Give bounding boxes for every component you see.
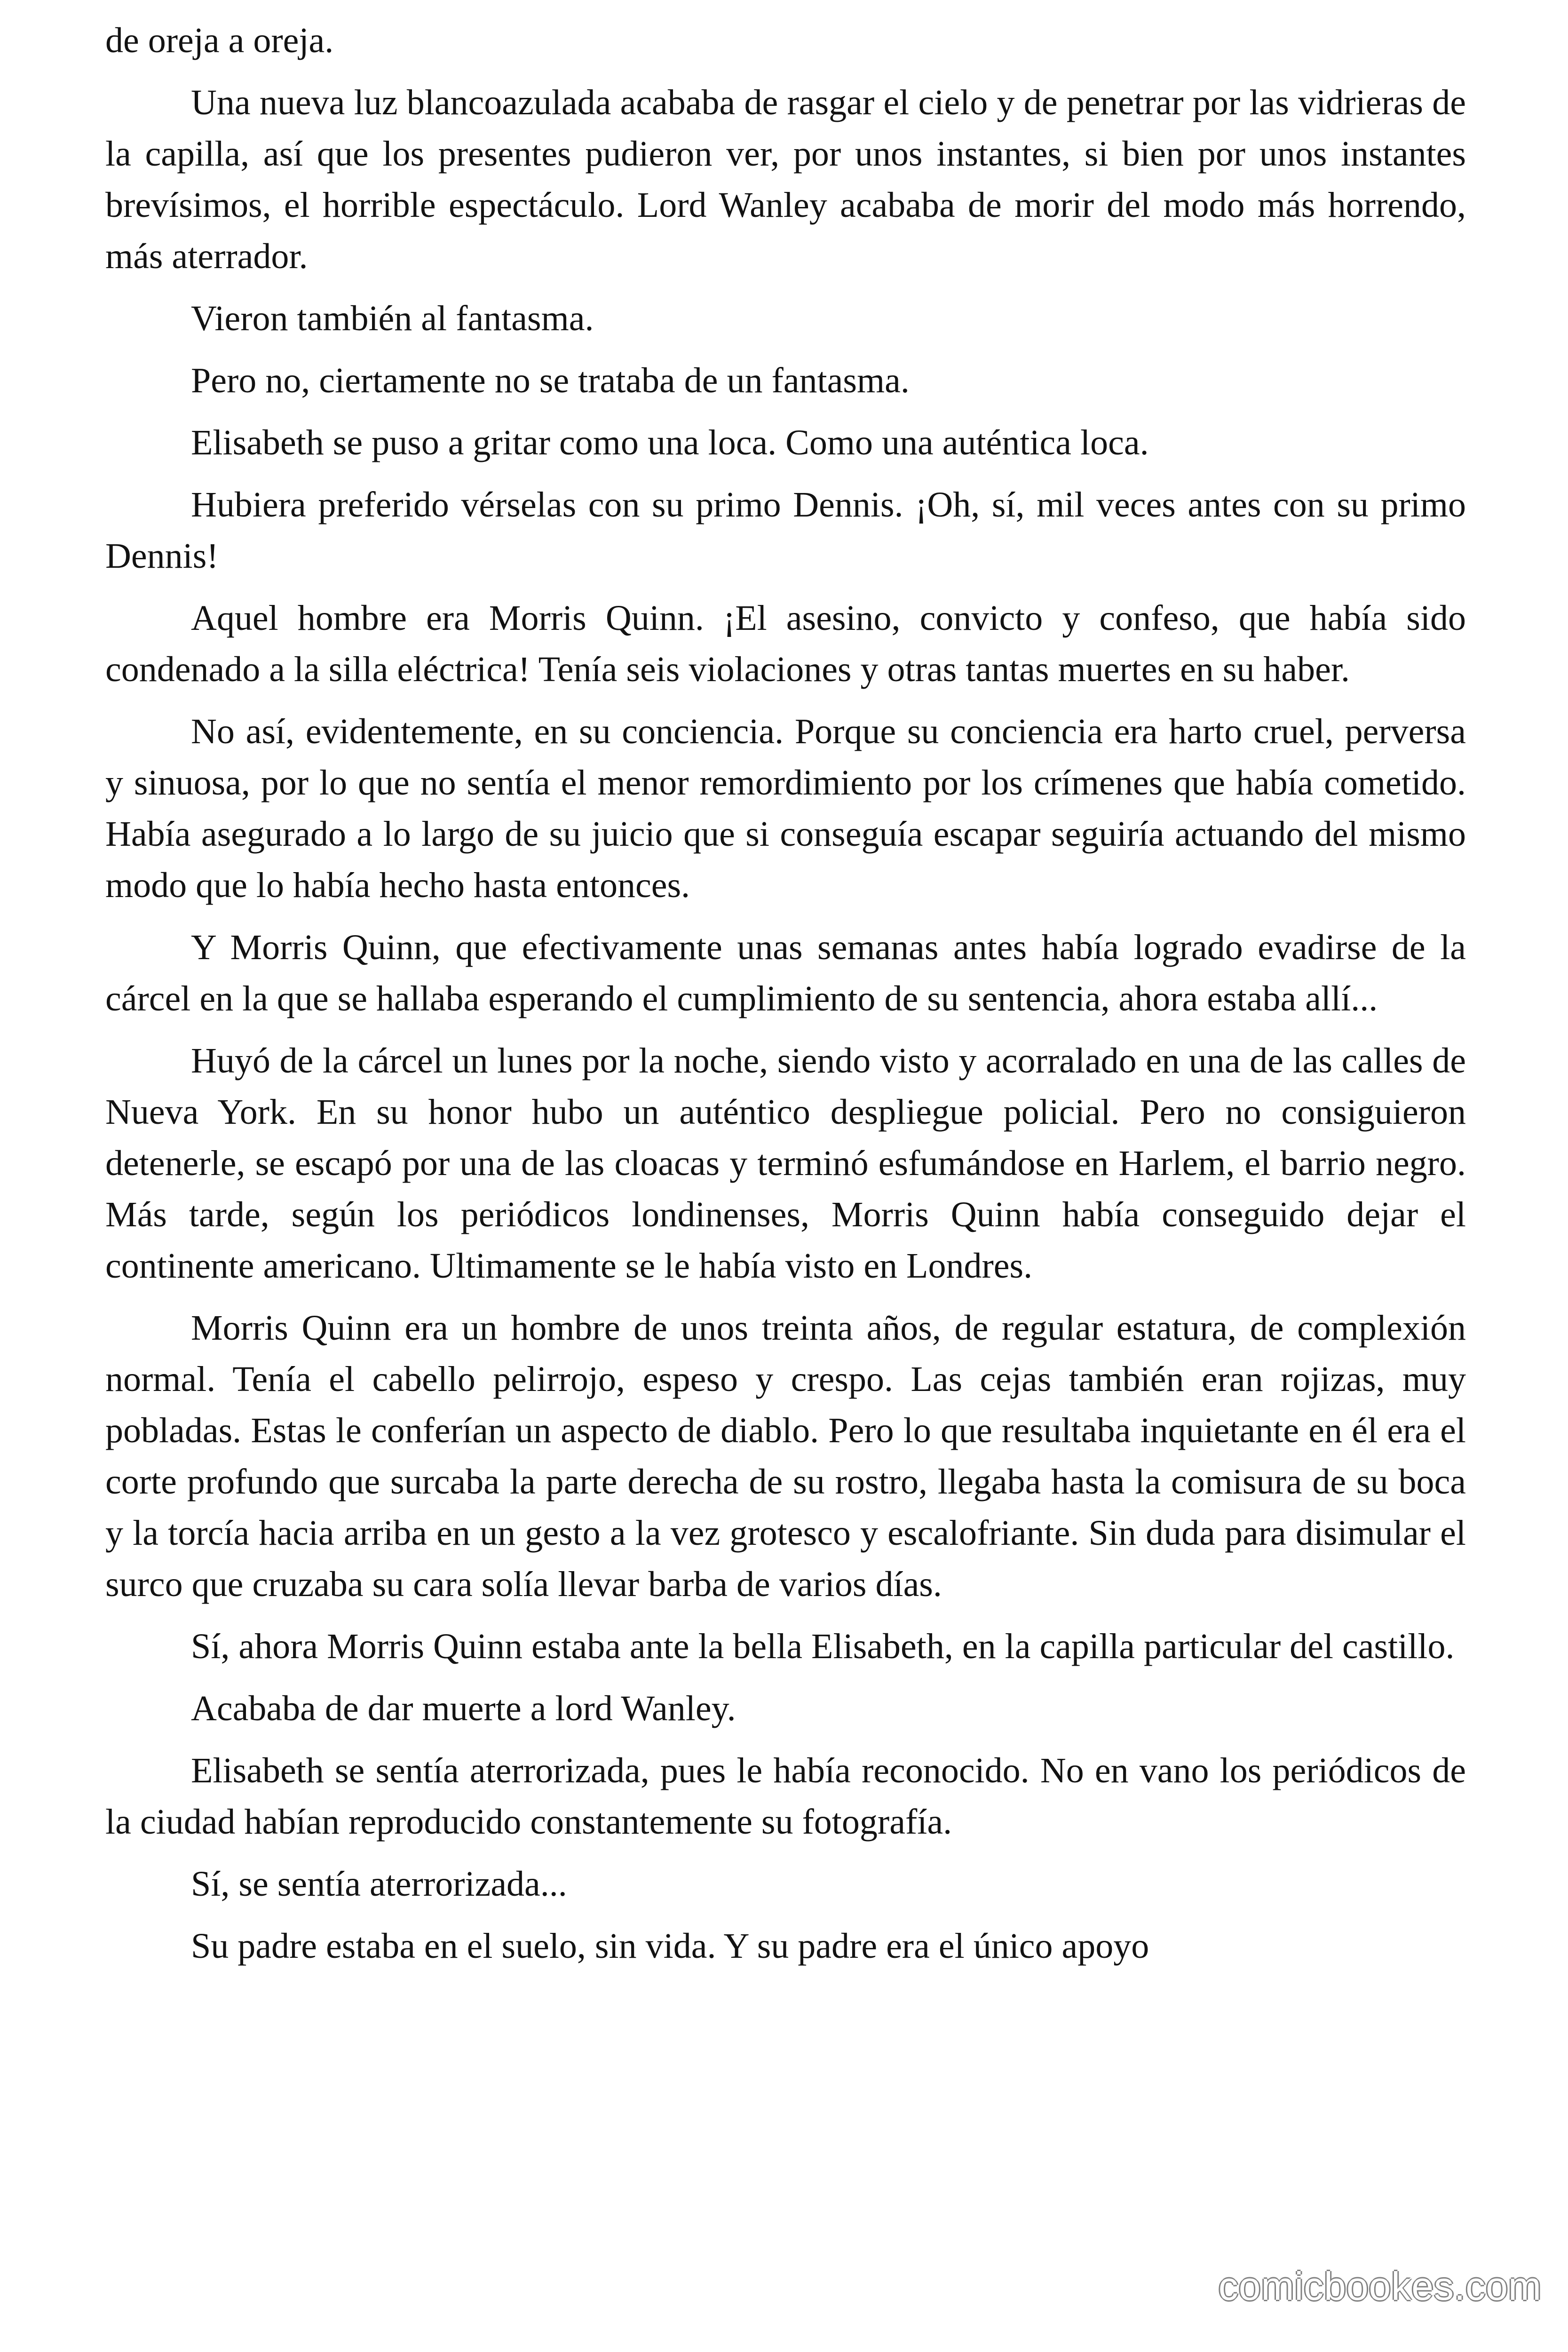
paragraph: Una nueva luz blancoazulada acababa de rasgar el cielo y de penetrar por las vidrieras de la capilla, así que los presentes pudieron ver, por unos instantes, si bien por unos instantes brevísimos, el horrible espectáculo. Lord Wanley acababa de morir del modo más horrendo, más aterrador. bbox=[105, 83, 1466, 276]
paragraph: de oreja a oreja. bbox=[105, 21, 334, 60]
watermark: comicbookes.com bbox=[1218, 2264, 1542, 2308]
paragraph: Sí, ahora Morris Quinn estaba ante la bella Elisabeth, en la capilla particular del castillo. bbox=[191, 1627, 1455, 1666]
paragraph: No así, evidentemente, en su conciencia. Porque su conciencia era harto cruel, perversa y sinuosa, por lo que no sentía el menor remordimiento por los crímenes que había cometido. Había asegurado a lo largo de su juicio que si conseguía escapar seguiría actuando del mismo modo que lo había hecho hasta entonces. bbox=[105, 712, 1466, 905]
paragraph: Y Morris Quinn, que efectivamente unas semanas antes había logrado evadirse de la cárcel en la que se hallaba esperando el cumplimiento de su sentencia, ahora estaba allí... bbox=[105, 928, 1466, 1018]
book-page bbox=[105, 15, 1466, 1983]
paragraph: Morris Quinn era un hombre de unos treinta años, de regular estatura, de complexión normal. Tenía el cabello pelirrojo, espeso y crespo. Las cejas también eran rojizas, muy pobladas. Estas le conferían un aspecto de diablo. Pero lo que resultaba inquietante en él era el corte profundo que surcaba la parte derecha de su rostro, llegaba hasta la comisura de su boca y la torcía hacia arriba en un gesto a la vez grotesco y escalofriante. Sin duda para disimular el surco que cruzaba su cara solía llevar barba de varios días. bbox=[105, 1308, 1466, 1604]
paragraph: Pero no, ciertamente no se trataba de un fantasma. bbox=[191, 361, 910, 400]
paragraph: Elisabeth se sentía aterrorizada, pues le había reconocido. No en vano los periódicos de la ciudad habían reproducido constantemente su fotografía. bbox=[105, 1751, 1466, 1842]
paragraph: Hubiera preferido vérselas con su primo Dennis. ¡Oh, sí, mil veces antes con su primo Dennis! bbox=[105, 485, 1466, 576]
paragraph: Su padre estaba en el suelo, sin vida. Y su padre era el único apoyo bbox=[191, 1926, 1149, 1966]
paragraph: Huyó de la cárcel un lunes por la noche, siendo visto y acorralado en una de las calles de Nueva York. En su honor hubo un auténtico despliegue policial. Pero no consiguieron detenerle, se escapó por una de las cloacas y terminó esfumándose en Harlem, el barrio negro. Más tarde, según los periódicos londinenses, Morris Quinn había conseguido dejar el continente americano. Ultimamente se le había visto en Londres. bbox=[105, 1041, 1466, 1286]
paragraph: Sí, se sentía aterrorizada... bbox=[191, 1864, 567, 1904]
paragraph: Elisabeth se puso a gritar como una loca. Como una auténtica loca. bbox=[191, 423, 1149, 462]
paragraph: Acababa de dar muerte a lord Wanley. bbox=[191, 1689, 736, 1728]
paragraph: Vieron también al fantasma. bbox=[191, 299, 594, 338]
paragraph: Aquel hombre era Morris Quinn. ¡El asesino, convicto y confeso, que había sido condenado a la silla eléctrica! Tenía seis violaciones y otras tantas muertes en su haber. bbox=[105, 598, 1466, 689]
